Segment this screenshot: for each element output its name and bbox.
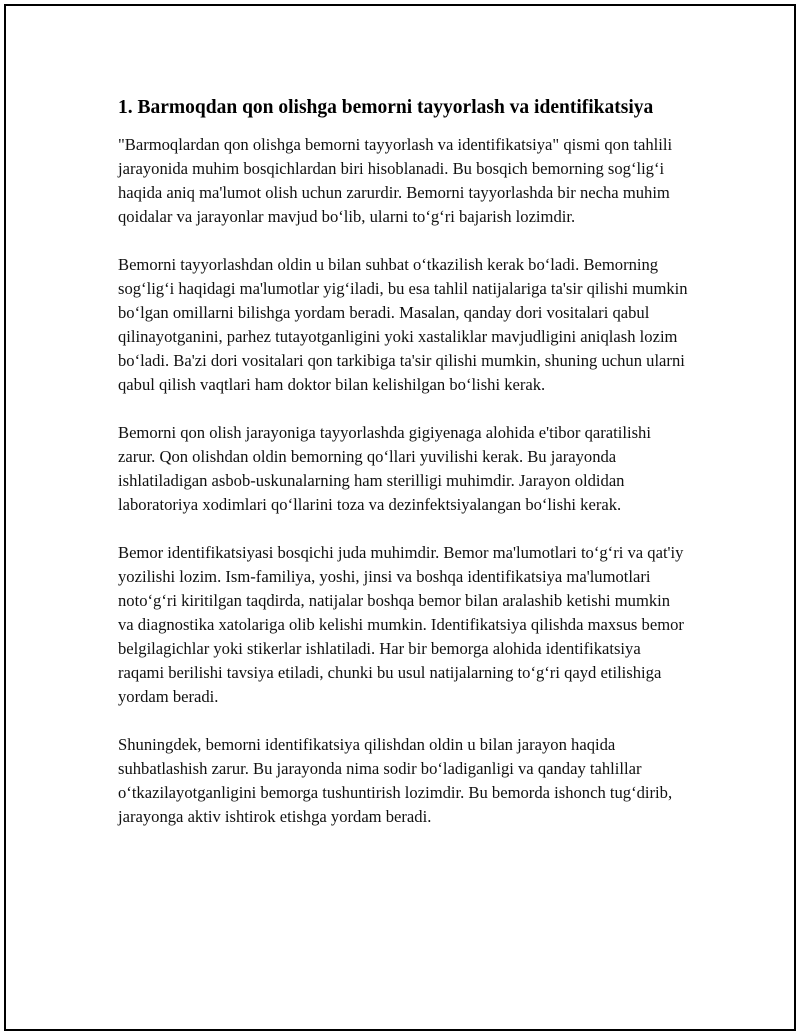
paragraph-hygiene: Bemorni qon olish jarayoniga tayyorlashda gigiyenaga alohida e'tibor qaratilishi zarur. Qon olishdan oldin bemorning qo‘llari yuvilishi kerak. Bu jarayonda ishlatiladigan asbob-uskunalarning ham sterilligi muhimdir. Jarayon oldidan laboratoriya xodimlari qo‘llarini toza va dezinfektsiyalangan bo‘lishi kerak. (118, 423, 651, 514)
paragraph-intro: "Barmoqlardan qon olishga bemorni tayyorlash va identifikatsiya" qismi qon tahlili jarayonida muhim bosqichlardan biri hisoblanadi. Bu bosqich bemorning sog‘lig‘i haqida aniq ma'lumot olish uchun zarurdir. Bemorni tayyorlashda bir necha muhim qoidalar va jarayonlar mavjud bo‘lib, ularni to‘g‘ri bajarish lozimdir. (118, 135, 673, 226)
paragraph-identification: Bemor identifikatsiyasi bosqichi juda muhimdir. Bemor ma'lumotlari to‘g‘ri va qat'iy yozilishi lozim. Ism-familiya, yoshi, jinsi va boshqa identifikatsiya ma'lumotlari noto‘g‘ri kiritilgan taqdirda, natijalar boshqa bemor bilan aralashib ketishi mumkin va diagnostika xatolariga olib kelishi mumkin. Identifikatsiya qilishda maxsus bemor belgilagichlar yoki stikerlar ishlatiladi. Har bir bemorga alohida identifikatsiya raqami berilishi tavsiya etiladi, chunki bu usul natijalarning to‘g‘ri qayd etilishiga yordam beradi. (118, 543, 684, 706)
section-heading: 1. Barmoqdan qon olishga bemorni tayyorlash va identifikatsiya (118, 97, 654, 118)
document-body (118, 94, 688, 853)
paragraph-patient-communication: Shuningdek, bemorni identifikatsiya qilishdan oldin u bilan jarayon haqida suhbatlashish zarur. Bu jarayonda nima sodir bo‘ladiganligi va qanday tahlillar o‘tkazilayotganligini bemorga tushuntirish lozimdir. Bu bemorda ishonch tug‘dirib, jarayonga aktiv ishtirok etishga yordam beradi. (118, 735, 673, 826)
paragraph-preparation-interview: Bemorni tayyorlashdan oldin u bilan suhbat o‘tkazilish kerak bo‘ladi. Bemorning sog‘lig‘i haqidagi ma'lumotlar yig‘iladi, bu esa tahlil natijalariga ta'sir qilishi mumkin bo‘lgan omillarni bilishga yordam beradi. Masalan, qanday dori vositalari qabul qilinayotganini, parhez tutayotganligini yoki xastaliklar mavjudligini aniqlash lozim bo‘ladi. Ba'zi dori vositalari qon tarkibiga ta'sir qilishi mumkin, shuning uchun ularni qabul qilish vaqtlari ham doktor bilan kelishilgan bo‘lishi kerak. (118, 255, 688, 394)
